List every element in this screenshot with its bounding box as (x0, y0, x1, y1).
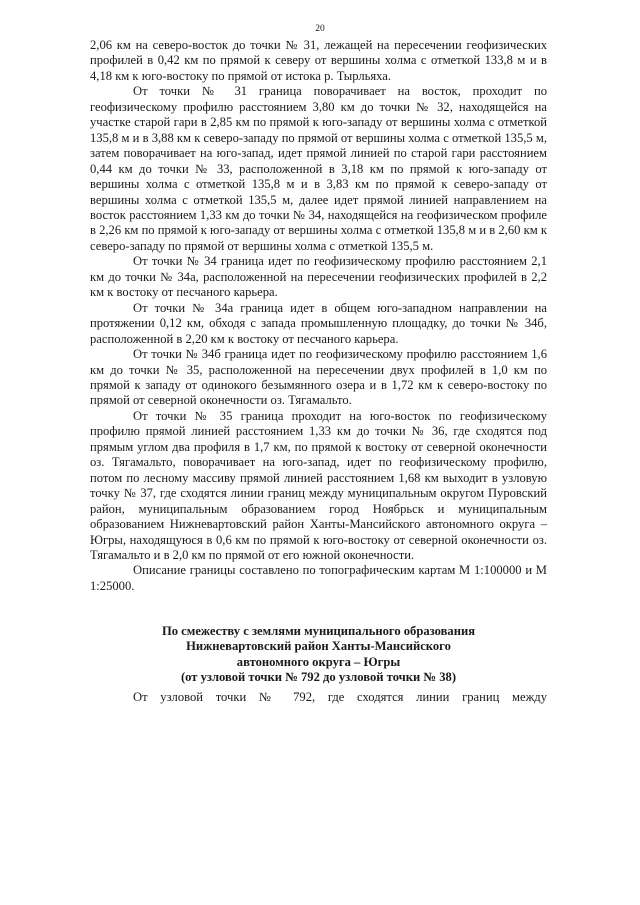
heading-line-1: По смежеству с землями муниципального образования (161, 624, 476, 638)
body-text (90, 38, 547, 594)
heading-line-3: автономного округа – Югры (236, 654, 401, 669)
paragraph-5: От точки № 34б граница идет по геофизическому профилю расстоянием 1,6 км до точки № 35, расположенной на пересечении двух профилей в 1,0 км по прямой к западу от одинокого безымянного озера и в 1,72 км к северо-востоку по прямой от северной оконечности оз. Тягамальто. (90, 347, 547, 408)
heading-line-2: Нижневартовский район Ханты-Мансийского (186, 639, 451, 654)
paragraph-1: 2,06 км на северо-восток до точки № 31, лежащей на пересечении геофизических профилей в 0,42 км по прямой к северу от вершины холма с отметкой 133,8 м и в 4,18 км к юго-востоку по прямой от истока р. Тырльяха. (90, 38, 547, 83)
heading-line-4: (от узловой точки № 792 до узловой точки № 38) (180, 670, 457, 685)
paragraph-last: От узловой точки № 792, где сходятся линии границ между (133, 690, 547, 704)
paragraph-6: От точки № 35 граница проходит на юго-восток по геофизическому профилю прямой линией расстоянием 1,33 км до точки № 36, где сходятся под прямым углом два профиля в 1,7 км, по прямой к востоку от северной оконечности оз. Тягамальто, поворачивает на юго-запад, идет по геофизическому профилю, потом по лесному массиву прямой линией расстоянием 1,68 км выходит в узловую точку № 37, где сходятся линии границ между муниципальным округом Пуровский район, муниципальным образованием город Ноябрьск и муниципальным образованием Нижневартовский район Ханты-Мансийского автономного округа – Югры, находящуюся в 0,6 км по прямой к юго-востоку от северной оконечности оз. Тягамальто и в 2,0 км по прямой от его южной оконечности. (90, 408, 547, 562)
paragraph-7: Описание границы составлено по топографическим картам М 1:100000 и М 1:25000. (90, 563, 547, 593)
paragraph-4: От точки № 34а граница идет в общем юго-западном направлении на протяжении 0,12 км, обходя с запада промышленную площадку, до точки № 34б, расположенной в 2,20 км к востоку от песчаного карьера. (90, 300, 547, 346)
paragraph-2: От точки № 31 граница поворачивает на восток, проходит по геофизическому профилю расстоянием 3,80 км до точки № 32, находящейся на участке старой гари в 2,85 км по прямой к юго-западу от вершины холма с отметкой 135,8 м и в 3,88 км к северо-западу по прямой от вершины холма с отметкой 135,5 м, затем поворачивает на юго-запад, идет прямой линией по старой гари расстоянием 0,44 км до точки № 33, расположенной в 3,18 км по прямой к юго-западу от вершины холма с отметкой 135,8 м и в 3,83 км по прямой к северо-западу от вершины холма с отметкой 135,5 м, далее идет прямой линией направлением на восток расстоянием 1,33 км до точки № 34, находящейся на геофизическом профиле в 2,26 км по прямой к юго-западу от вершины холма с отметкой 135,8 м и в 2,60 км к северо-западу по прямой от вершины холма с отметкой 135,5 м. (90, 84, 547, 253)
paragraph-3: От точки № 34 граница идет по геофизическому профилю расстоянием 2,1 км до точки № 34а, расположенной на пересечении геофизических профилей в 2,2 км к востоку от песчаного карьера. (90, 254, 547, 300)
page-number: 20 (315, 24, 325, 34)
section-heading (90, 624, 547, 686)
